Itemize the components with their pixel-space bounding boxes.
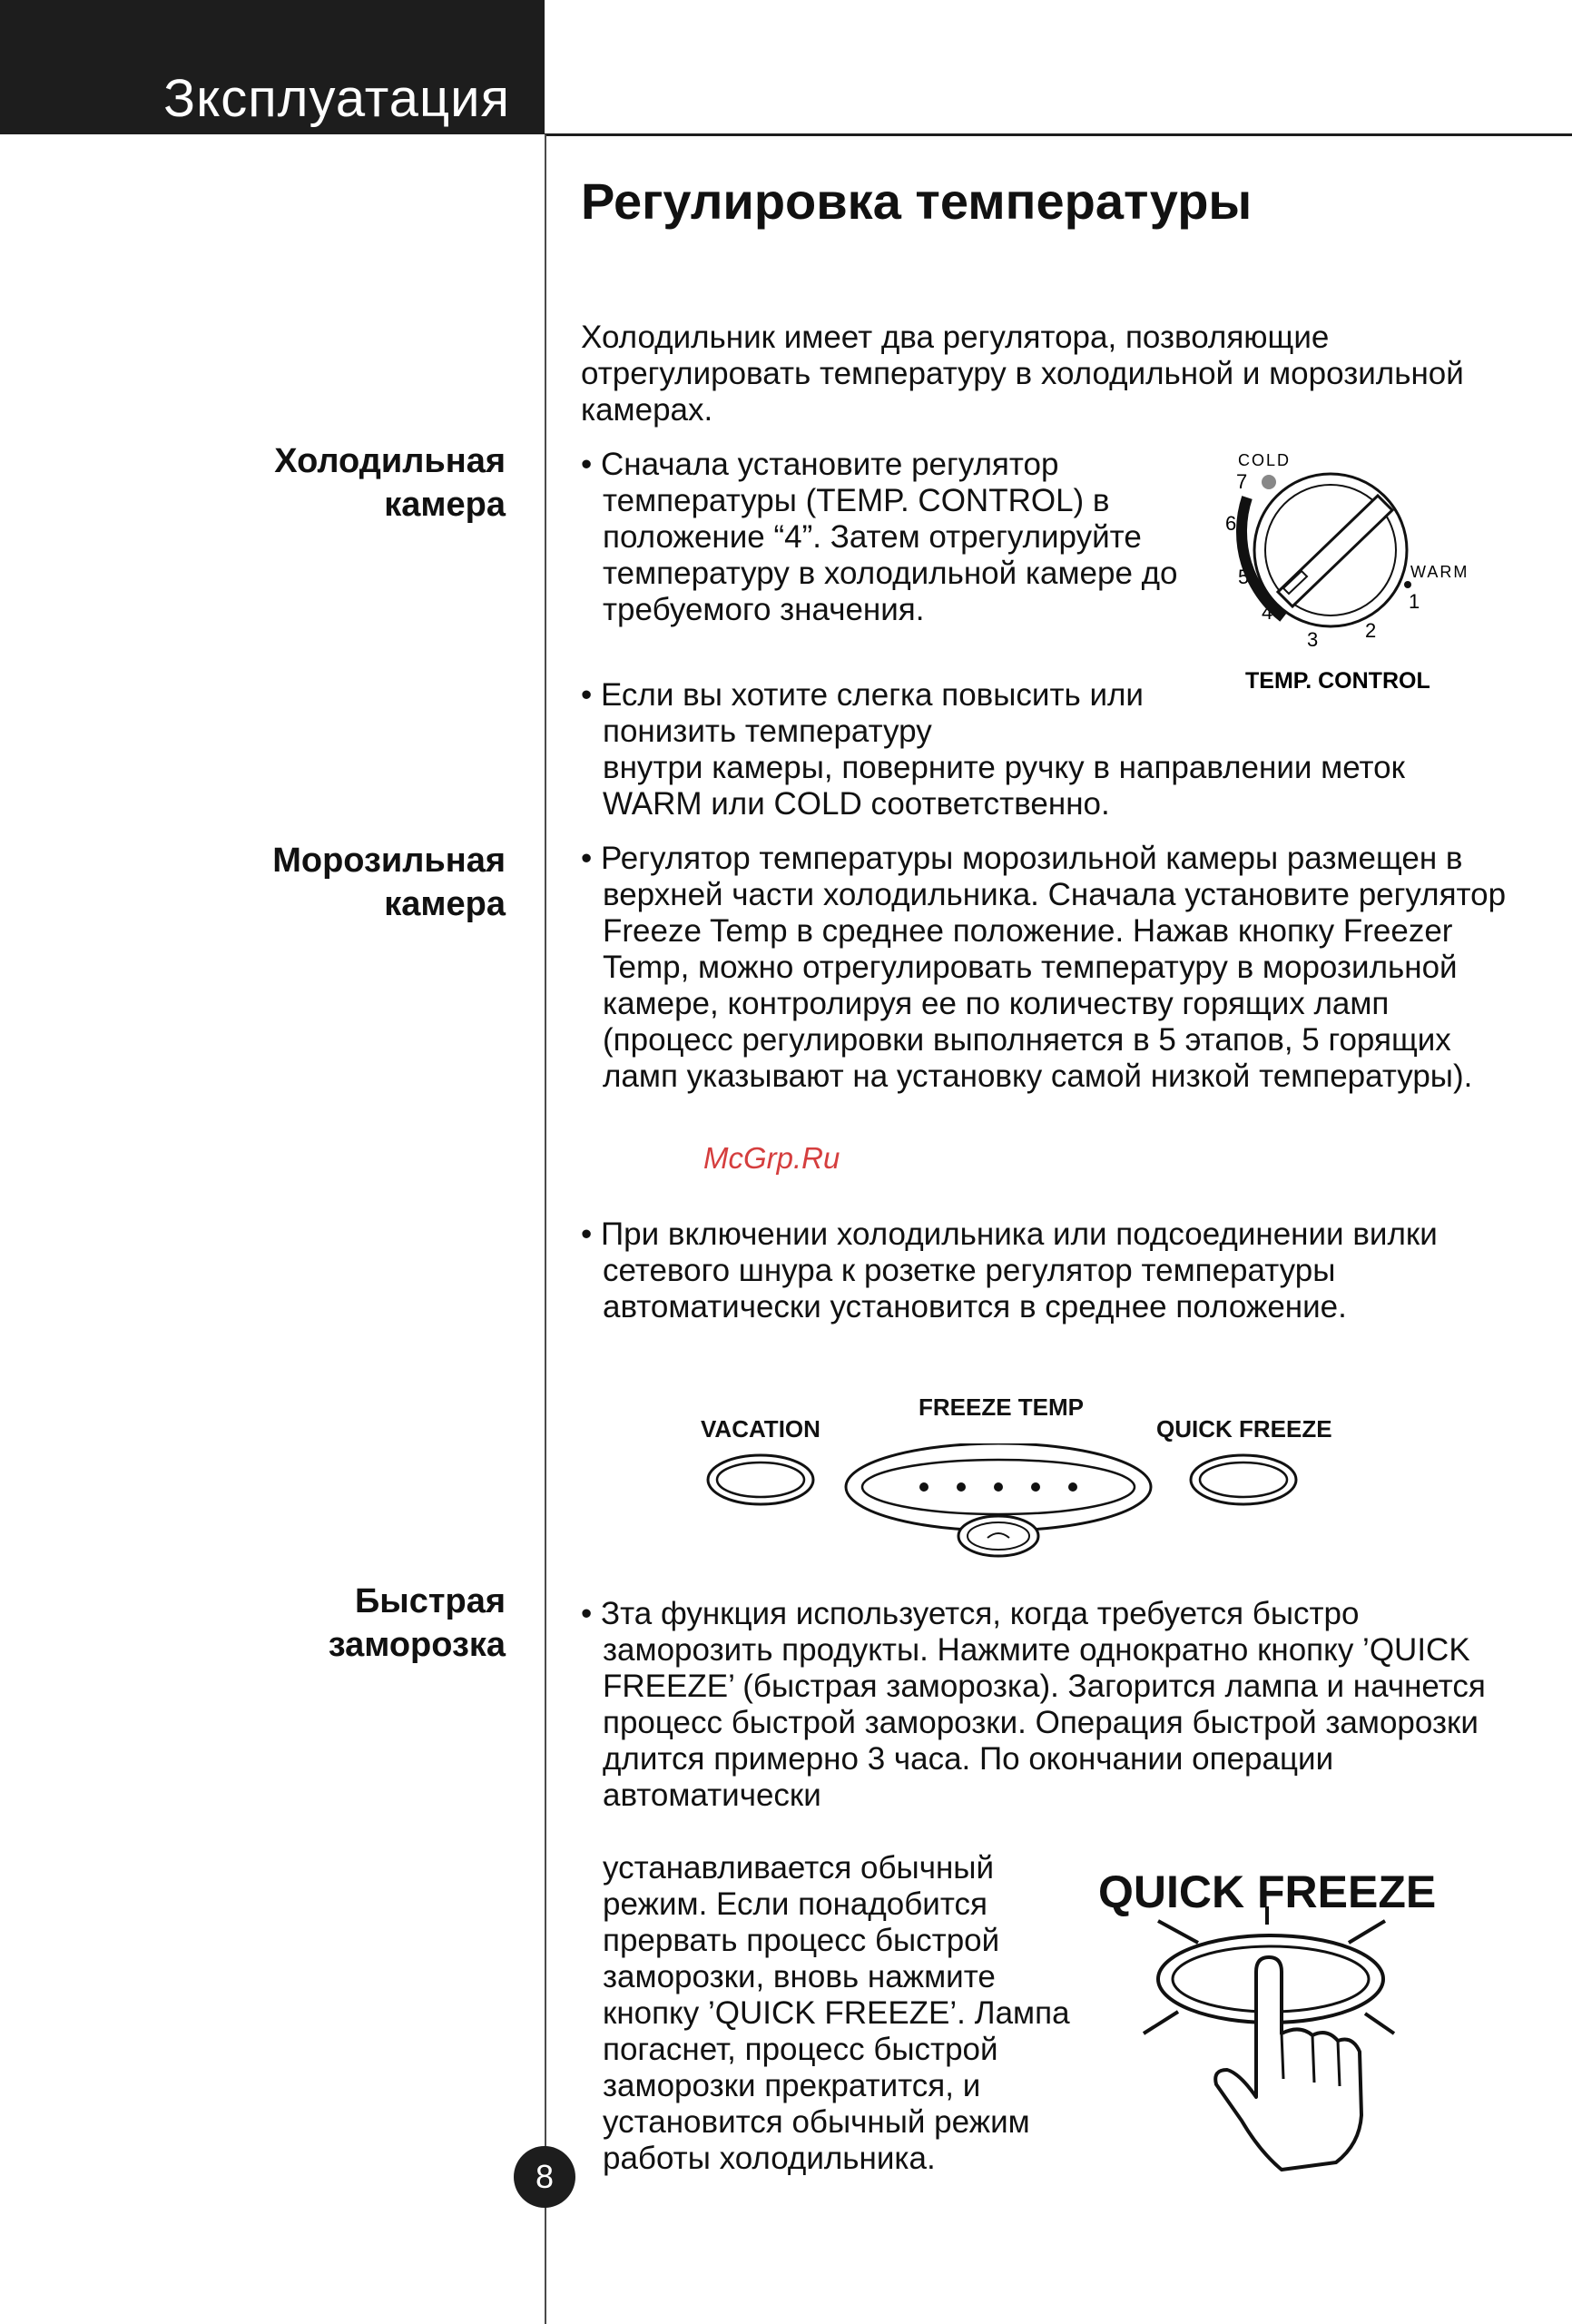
dial-num-7: 7	[1236, 470, 1248, 493]
freeze-temp-caption: FREEZE TEMP	[919, 1393, 1085, 1421]
page-title: Регулировка температуры	[581, 172, 1253, 230]
fridge-bullet-2-end: внутри камеры, поверните ручку в направлении меток WARM или COLD соответственно.	[603, 750, 1405, 822]
page-number: 8	[514, 2146, 575, 2208]
dial-warm-dot	[1404, 581, 1411, 588]
quick-freeze-heading-line1: Быстрая	[354, 1582, 506, 1620]
freeze-temp-lamp	[1031, 1482, 1040, 1492]
freezer-heading-line1: Морозильная	[272, 842, 506, 880]
fridge-heading-line1: Холодильная	[274, 442, 506, 480]
temp-control-dial	[1198, 443, 1488, 701]
glow-ray	[1349, 1921, 1385, 1943]
dial-num-3: 3	[1307, 628, 1319, 651]
freeze-temp-lamp	[919, 1482, 928, 1492]
fridge-heading-line2: камера	[384, 486, 506, 524]
freezer-heading-line2: камера	[384, 885, 506, 923]
dial-cold-dot	[1262, 475, 1276, 489]
fridge-bullet-2-start: • Если вы хотите слегка повысить или понизить температуру	[581, 677, 1144, 749]
dial-cold-label: COLD	[1238, 451, 1292, 469]
section-title: Зксплуатация	[163, 69, 510, 128]
freeze-temp-lamp	[957, 1482, 966, 1492]
dial-num-1: 1	[1409, 590, 1420, 613]
quick-freeze-illustration	[1122, 1906, 1430, 2188]
freezer-heading	[272, 839, 506, 926]
glow-ray	[1365, 2014, 1394, 2034]
quick-freeze-bullet-start: • Зта функция используется, когда требуется быстро заморозить продукты. Нажмите однократно кнопку ’QUICK FREEZE’ (быстрая заморозка). Загорится лампа и начнется процесс быстрой заморозки. Операция быстрой заморозки длится примерно 3 часа. По окончании операции автоматически	[581, 1596, 1486, 1813]
freeze-temp-lamp	[1068, 1482, 1077, 1492]
vacation-button	[717, 1462, 804, 1497]
dial-num-5: 5	[1238, 566, 1250, 588]
quick-freeze-bullet-end: устанавливается обычный режим. Если понадобится прервать процесс быстрой заморозки, вновь нажмите кнопку ’QUICK FREEZE’. Лампа погаснет, процесс быстрой заморозки прекратится, и установится обычный режим работы холодильника.	[603, 1850, 1070, 2176]
quick-freeze-heading	[329, 1580, 506, 1667]
quick-freeze-button	[1200, 1462, 1287, 1497]
dial-warm-label: WARM	[1410, 563, 1469, 581]
freezer-bullet-2: • При включении холодильника или подсоединении вилки сетевого шнура к розетке регулятор температуры автоматически установится в среднее положение.	[581, 1216, 1438, 1324]
intro-text: Холодильник имеет два регулятора, позволяющие отрегулировать температуру в холодильной и морозильной камерах.	[581, 320, 1464, 428]
dial-num-6: 6	[1225, 512, 1237, 535]
quick-freeze-illustration-label: QUICK FREEZE	[1098, 1866, 1437, 1917]
header-rule	[545, 133, 1572, 136]
fridge-bullet-1: • Сначала установите регулятор температуры (TEMP. CONTROL) в положение “4”. Затем отрегулируйте температуру в холодильной камере до требуемого значения.	[581, 447, 1178, 627]
control-panel	[699, 1443, 1334, 1561]
glow-ray	[1144, 2012, 1178, 2034]
freezer-bullet-1: • Регулятор температуры морозильной камеры размещен в верхней части холодильника. Сначала установите регулятор Freeze Temp в среднее положение. Нажав кнопку Freezer Temp, можно отрегулировать температуру в морозильной камере, контролируя ее по количеству горящих ламп (процесс регулировки выполняется в 5 этапов, 5 горящих ламп указывают на установку самой низкой температуры).	[581, 841, 1507, 1094]
dial-num-4: 4	[1262, 601, 1273, 624]
vacation-caption: VACATION	[701, 1415, 820, 1443]
freeze-temp-button	[968, 1522, 1029, 1550]
quick-freeze-heading-line2: заморозка	[328, 1626, 506, 1664]
quick-freeze-caption: QUICK FREEZE	[1156, 1415, 1332, 1443]
fridge-heading	[274, 439, 506, 527]
glow-ray	[1158, 1921, 1198, 1943]
freeze-temp-lamp	[994, 1482, 1003, 1492]
watermark: McGrp.Ru	[703, 1141, 840, 1175]
dial-caption: TEMP. CONTROL	[1245, 668, 1430, 694]
column-divider	[545, 134, 546, 2324]
dial-num-2: 2	[1365, 619, 1377, 642]
